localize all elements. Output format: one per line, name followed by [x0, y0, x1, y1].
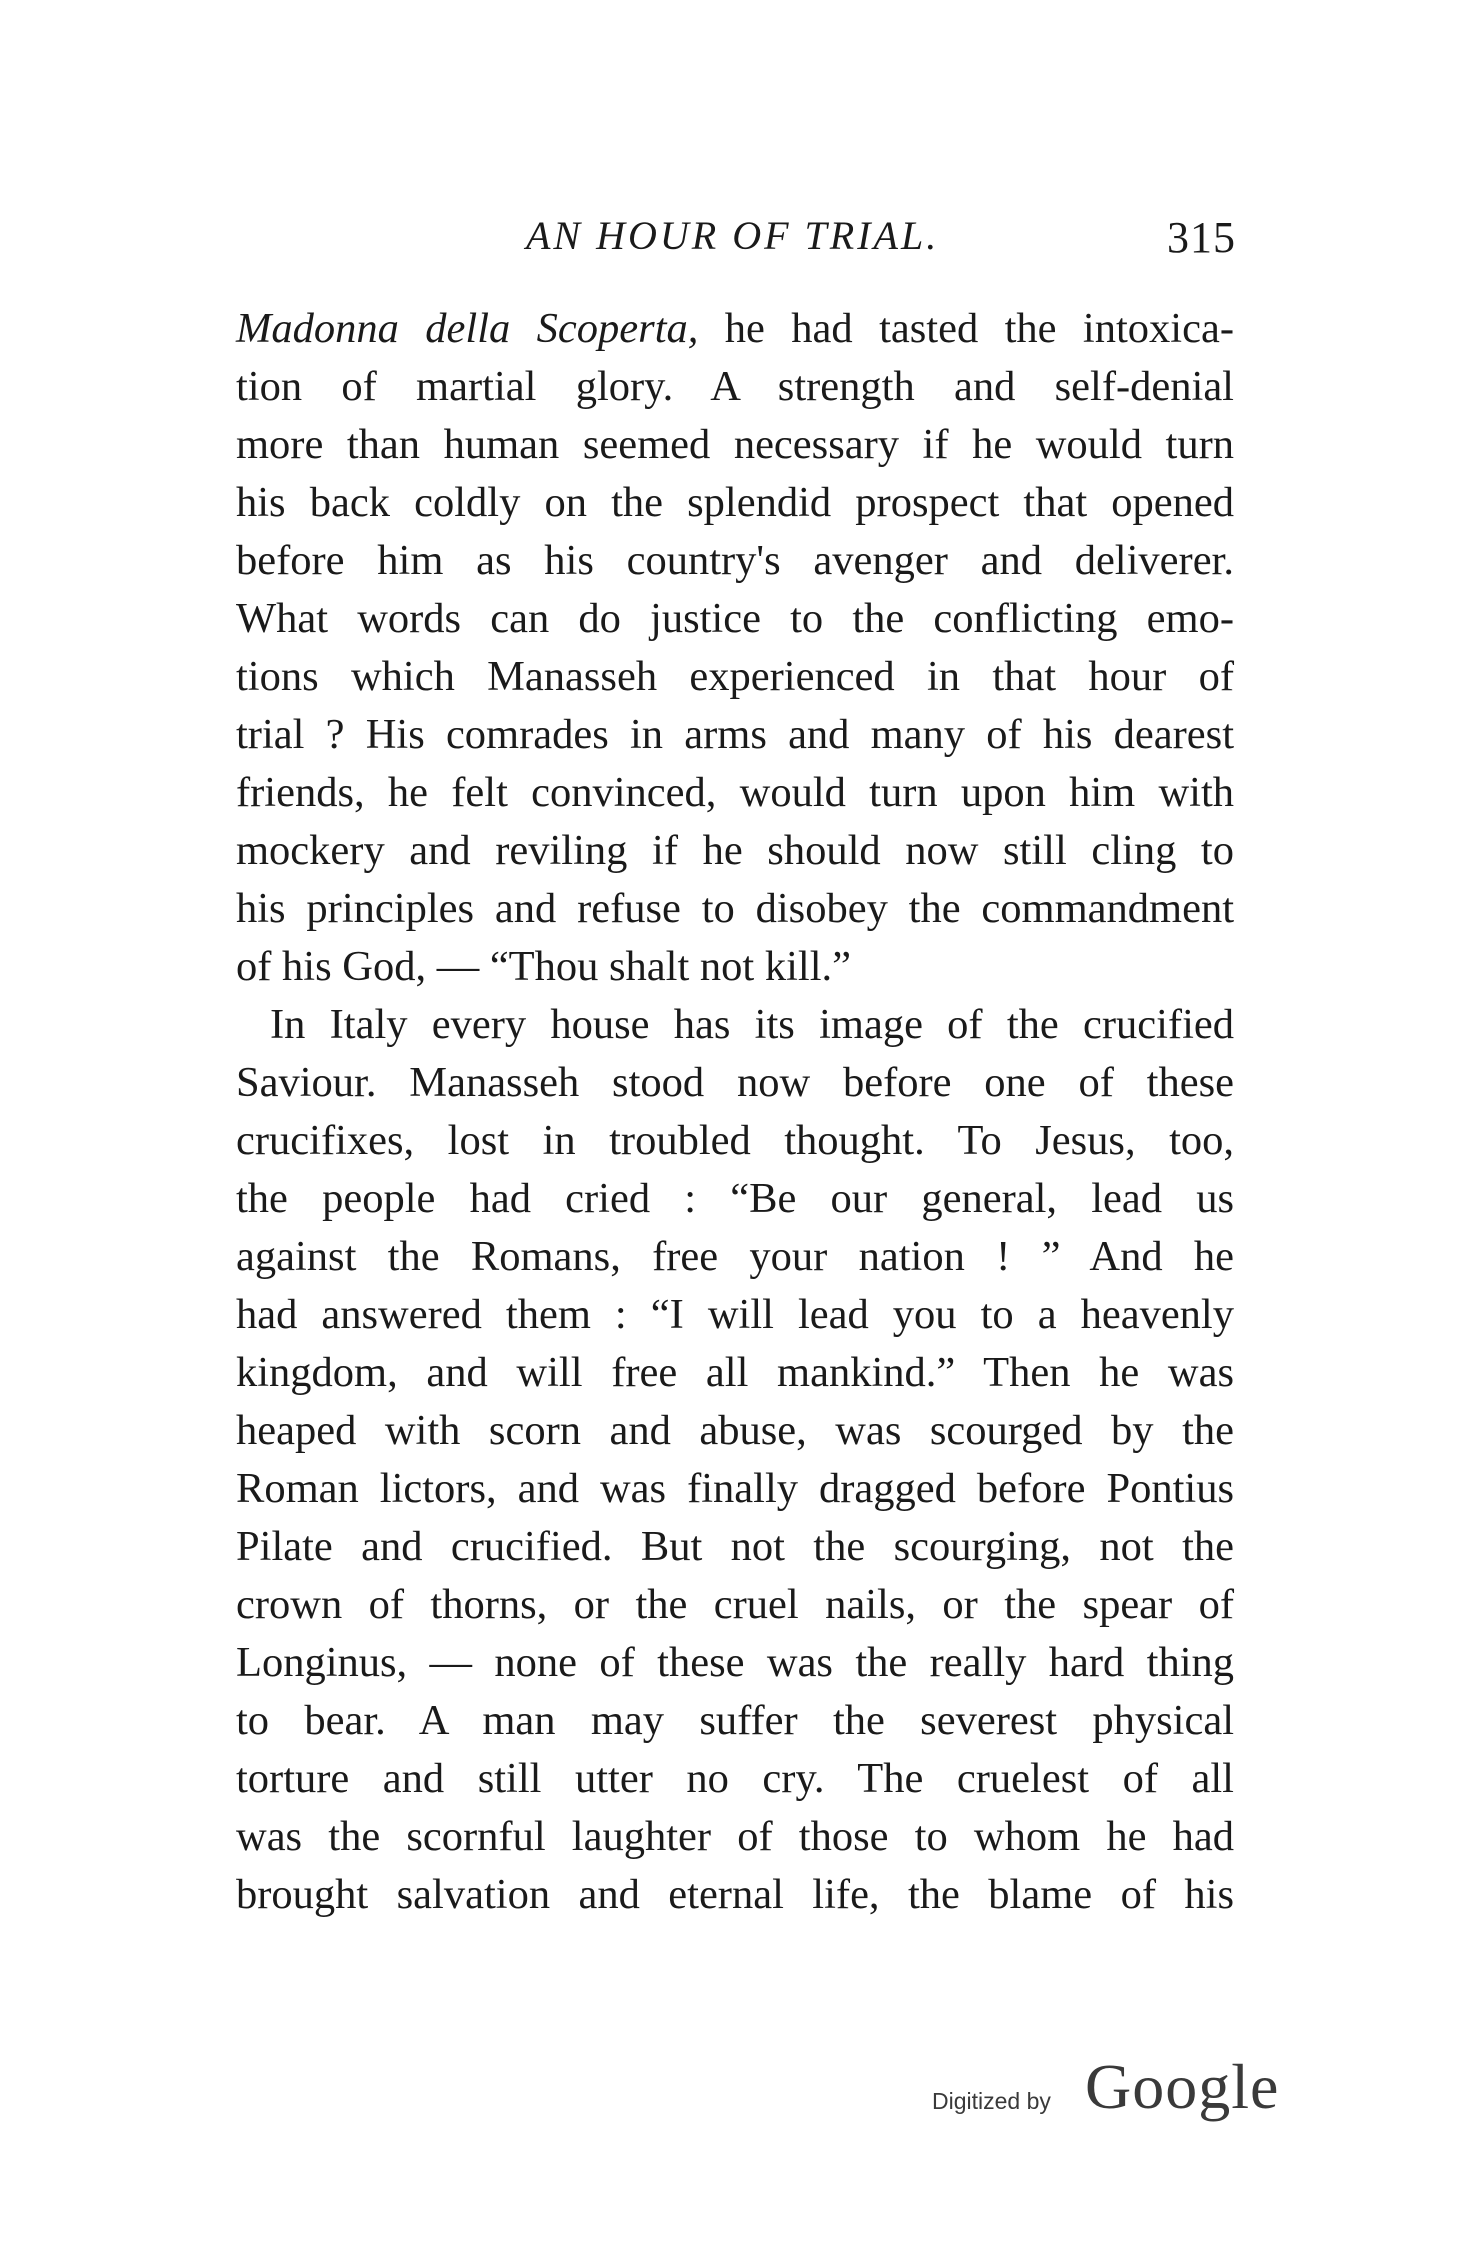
- text-line: had answered them : “I will lead you to a heavenly: [236, 1291, 1234, 1338]
- text-line: crucifixes, lost in troubled thought. To Jesus, too,: [236, 1117, 1234, 1164]
- text-line: kingdom, and will free all mankind.” Then he was: [236, 1349, 1234, 1396]
- text-line: tions which Manasseh experienced in that hour of: [236, 653, 1234, 700]
- text-line: Madonna della Scoperta, he had tasted the intoxica-: [236, 305, 1234, 352]
- google-logo: Google: [1085, 2051, 1280, 2122]
- text-line: against the Romans, free your nation ! ” And he: [236, 1233, 1234, 1280]
- page-header: [236, 212, 1236, 272]
- text-line: his principles and refuse to disobey the commandment: [236, 885, 1234, 932]
- text-line: heaped with scorn and abuse, was scourged by the: [236, 1407, 1234, 1454]
- paragraph-1: [236, 300, 1234, 996]
- google-watermark: [932, 2050, 1280, 2130]
- text-line: more than human seemed necessary if he would turn: [236, 421, 1234, 468]
- text-line: Pilate and crucified. But not the scourging, not the: [236, 1523, 1234, 1570]
- text-line: What words can do justice to the conflicting emo-: [236, 595, 1234, 642]
- text-line: the people had cried : “Be our general, lead us: [236, 1175, 1234, 1222]
- text-line: was the scornful laughter of those to whom he had: [236, 1813, 1234, 1860]
- paragraph-2: [236, 996, 1234, 1924]
- text-line: crown of thorns, or the cruel nails, or the spear of: [236, 1581, 1234, 1628]
- text-line: mockery and reviling if he should now still cling to: [236, 827, 1234, 874]
- italic-title: Madonna della Scoperta,: [236, 305, 699, 352]
- text-line: Roman lictors, and was finally dragged before Pontius: [236, 1465, 1234, 1512]
- text-line: to bear. A man may suffer the severest physical: [236, 1697, 1234, 1744]
- body-text: [236, 300, 1234, 1924]
- text-line: of his God, — “Thou shalt not kill.”: [236, 943, 852, 990]
- text-line: his back coldly on the splendid prospect that opened: [236, 479, 1234, 526]
- text-line: trial ? His comrades in arms and many of his dearest: [236, 711, 1234, 758]
- text-line: before him as his country's avenger and deliverer.: [236, 537, 1234, 584]
- text-line: torture and still utter no cry. The cruelest of all: [236, 1755, 1234, 1802]
- text-line: Longinus, — none of these was the really hard thing: [236, 1639, 1234, 1686]
- text-line: tion of martial glory. A strength and self-denial: [236, 363, 1234, 410]
- text-line: friends, he felt convinced, would turn upon him with: [236, 769, 1234, 816]
- text-line: In Italy every house has its image of the crucified: [270, 1001, 1234, 1048]
- page-number: 315: [1167, 213, 1236, 262]
- text-line: brought salvation and eternal life, the blame of his: [236, 1871, 1234, 1918]
- running-title: AN HOUR OF TRIAL.: [526, 213, 940, 258]
- digitized-by-label: Digitized by: [932, 2088, 1051, 2114]
- text-line: Saviour. Manasseh stood now before one of these: [236, 1059, 1234, 1106]
